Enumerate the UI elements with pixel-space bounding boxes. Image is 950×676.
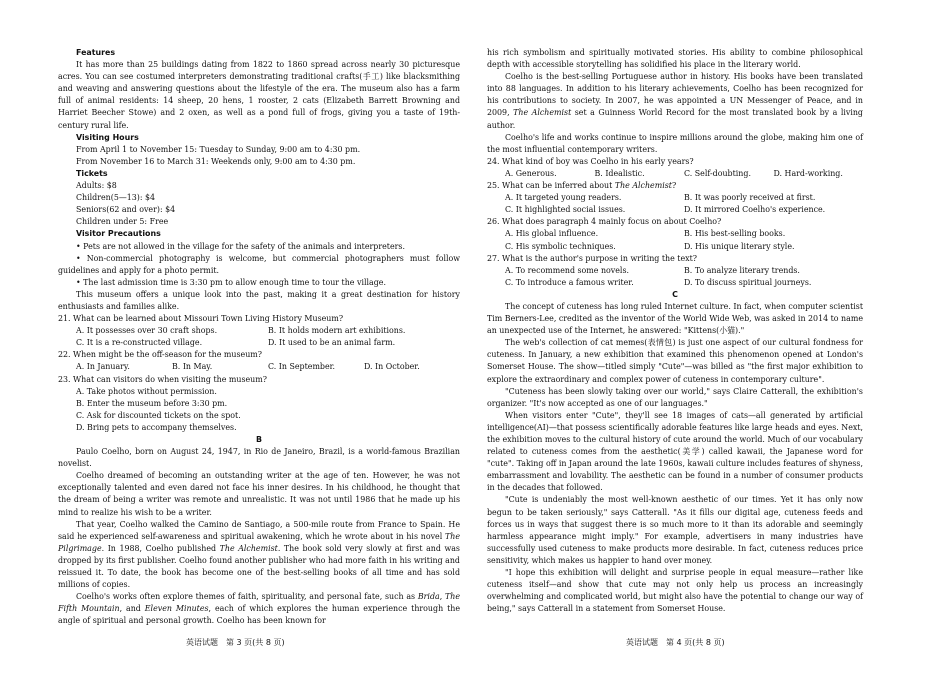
passage-b-paragraph-2: Coelho dreamed of becoming an outstanding writer at the age of ten. However, he was not exceptionally talented and even dared not face his inner desires. In his childhood, he thought that the dream of being a writer was remote and unrealistic. It was not until 1986 that he made up his mind to realize his wish to be a writer.	[58, 471, 460, 517]
q21-option-a: A. It possesses over 30 craft shops.	[76, 326, 218, 336]
passage-c-paragraph-2: The web's collection of cat memes(表情包) is just one aspect of our cultural fondness for cuteness. In January, a new exhibition that examined this phenomenon opened at London's Somerset House. The show—titled simply "Cute"—was billed as "the first major exhibition to explore the extraordinary and complex power of cuteness in contemporary culture".	[487, 338, 863, 384]
passage-c-paragraph-3: "Cuteness has been slowly taking over our world," says Claire Catterall, the exhibition's organizer. "It's now accepted as one of our languages."	[487, 386, 863, 408]
title-the-pilgrimage: The Pilgrimage	[58, 531, 460, 553]
q21-option-c: C. It is a re-constructed village.	[76, 338, 203, 348]
q23-option-a: A. Take photos without permission.	[76, 386, 217, 396]
question-21: 21. What can be learned about Missouri Town Living History Museum?	[58, 314, 344, 324]
precaution-2: • Non-commercial photography is welcome, but commercial photographers must follow guidelines and apply for a photo permit.	[58, 253, 460, 275]
q22-options	[58, 361, 460, 373]
title-the-alchemist-2: The Alchemist	[513, 108, 572, 118]
q21-option-b: B. It holds modern art exhibitions.	[268, 326, 406, 336]
ticket-under-5: Children under 5: Free	[76, 217, 169, 227]
right-column	[487, 47, 863, 615]
title-eleven-minutes: Eleven Minutes	[144, 604, 209, 614]
title-brida: Brida	[417, 592, 440, 602]
q24-options	[487, 168, 863, 180]
hours-line-1: From April 1 to November 15: Tuesday to Sunday, 9:00 am to 4:30 pm.	[76, 144, 361, 154]
title-the-alchemist: The Alchemist	[219, 543, 278, 553]
q25-options-row-2	[487, 204, 863, 216]
title-the-fifth-mountain: The Fifth Mountain	[58, 592, 460, 614]
q27-option-a: A. To recommend some novels.	[505, 265, 630, 275]
question-26: 26. What does paragraph 4 mainly focus on about Coelho?	[487, 217, 722, 227]
passage-b-paragraph-3: That year, Coelho walked the Camino de Santiago, a 500-mile route from France to Spain. He said he experienced self-awareness and spiritual awakening, which he wrote about in his novel The Pilgrimage. In 1988, Coelho published The Alchemist. The book sold very slowly at first and was dropped by its first publisher. Coelho found another publisher who had more faith in his writing and reissued it. To date, the book has become one of the best-selling books of all time and has sold millions of copies.	[58, 519, 460, 590]
question-27: 27. What is the author's purpose in writing the text?	[487, 253, 697, 263]
passage-b-paragraph-4: Coelho's works often explore themes of faith, spirituality, and personal fate, such as Brida, The Fifth Mountain, and Eleven Minutes, each of which explores the human experience through the angle of spiritual and personal growth. Coelho has been known for	[58, 592, 461, 626]
q26-option-b: B. His best-selling books.	[684, 229, 786, 239]
q26-options-row-2	[487, 241, 863, 253]
question-25: 25. What can be inferred about The Alchemist?	[487, 181, 677, 191]
q22-option-b: B. In May.	[172, 362, 213, 372]
features-heading: Features	[76, 48, 116, 57]
precaution-1: • Pets are not allowed in the village for the safety of the animals and interpreters.	[76, 241, 405, 251]
passage-b-paragraph-6: Coelho's life and works continue to inspire millions around the globe, making him one of the most influential contemporary writers.	[487, 132, 863, 154]
q27-options-row-1	[487, 265, 863, 277]
q27-option-d: D. To discuss spiritual journeys.	[684, 277, 812, 287]
q21-option-d: D. It used to be an animal farm.	[268, 338, 396, 348]
question-24: 24. What kind of boy was Coelho in his early years?	[487, 156, 694, 166]
q26-option-c: C. His symbolic techniques.	[505, 241, 616, 251]
tickets-heading: Tickets	[76, 168, 108, 178]
q24-option-b: B. Idealistic.	[594, 168, 645, 178]
q24-option-a: A. Generous.	[505, 168, 557, 178]
q24-option-d: D. Hard-working.	[773, 168, 843, 178]
ticket-children: Children(5—13): $4	[76, 193, 156, 203]
q23-option-b: B. Enter the museum before 3:30 pm.	[76, 398, 228, 408]
q21-options-row-1	[58, 325, 460, 337]
q25-option-b: B. It was poorly received at first.	[684, 193, 816, 203]
section-b-heading: B	[255, 435, 262, 444]
ticket-seniors: Seniors(62 and over): $4	[76, 205, 176, 215]
q26-option-a: A. His global influence.	[505, 229, 599, 239]
q27-options-row-2	[487, 277, 863, 289]
ticket-adults: Adults: $8	[76, 181, 117, 191]
footer-page-4: 英语试题 第 4 页(共 8 页)	[626, 638, 725, 647]
q25-option-c: C. It highlighted social issues.	[505, 205, 626, 215]
features-paragraph: It has more than 25 buildings dating from 1822 to 1860 spread across nearly 30 picturesque acres. You can see costumed interpreters demonstrating traditional crafts(手工) like blacksmithing and weaving and answering questions about the lifestyle of the era. The museum also has a farm full of animal residents: 14 sheep, 20 hens, 1 rooster, 2 cats (Elizabeth Barrett Browning and Harriet Beecher Stowe) and 2 oxen, as well as a pond full of frogs, giving you a taste of 19th-century rural life.	[58, 60, 460, 130]
q22-option-c: C. In September.	[268, 362, 336, 372]
q26-options-row-1	[487, 228, 863, 240]
visiting-hours-heading: Visiting Hours	[76, 132, 139, 142]
question-22: 22. When might be the off-season for the museum?	[58, 350, 263, 360]
q23-option-c: C. Ask for discounted tickets on the spot.	[76, 410, 241, 420]
hours-line-2: From November 16 to March 31: Weekends only, 9:00 am to 4:30 pm.	[76, 156, 356, 166]
passage-b-paragraph-5: Coelho is the best-selling Portuguese author in history. His books have been translated into 88 languages. In addition to his literary achievements, Coelho has been recognized for his contributions to society. In 2007, he was appointed a UN Messenger of Peace, and in 2009, The Alchemist set a Guinness World Record for the most translated book by a living author.	[487, 72, 863, 130]
passage-c-paragraph-4: When visitors enter "Cute", they'll see 18 images of cats—all generated by artificial intelligence(AI)—that possess scientifically adorable features like large heads and eyes. Next, the exhibition moves to the cultural history of cute around the world. Much of our vocabulary related to cuteness comes from the aesthetic(美学) called kawaii, the Japanese word for "cute". Taking off in Japan around the late 1960s, kawaii culture includes features of shyness, embarrassment and lovability. The aesthetic can be found in a number of consumer products in the decades that followed.	[487, 410, 863, 493]
question-23: 23. What can visitors do when visiting the museum?	[58, 374, 267, 384]
footer-page-3: 英语试题 第 3 页(共 8 页)	[186, 638, 285, 647]
q21-options-row-2	[58, 337, 460, 349]
q25-option-d: D. It mirrored Coelho's experience.	[684, 205, 826, 215]
q25-options-row-1	[487, 192, 863, 204]
q27-option-c: C. To introduce a famous writer.	[505, 277, 634, 287]
q22-option-a: A. In January.	[76, 362, 130, 372]
passage-c-paragraph-5: "Cute is undeniably the most well-known aesthetic of our times. Yet it has only now begun to be taken seriously," says Catterall. "As it fills our digital age, cuteness feeds and forces us in ways that suggest there is so much more to it than its adorable and seemingly harmless appearance might imply." For example, advertisers in many industries have successfully used cuteness to make products more desirable. In fact, cuteness reduces price sensitivity, which makes us happier to hand over money.	[487, 495, 863, 565]
q24-option-c: C. Self-doubting.	[684, 168, 751, 178]
passage-c-paragraph-6: "I hope this exhibition will delight and surprise people in equal measure—rather like cuteness itself—and show that cute may not only help us process an increasingly overwhelming and complicated world, but might also have the potential to change our way of being," says Catterall in a statement from Somerset House.	[487, 568, 863, 614]
closing-paragraph: This museum offers a unique look into the past, making it a great destination for history enthusiasts and families alike.	[58, 289, 460, 311]
q26-option-d: D. His unique literary style.	[684, 241, 795, 251]
precautions-heading: Visitor Precautions	[76, 229, 161, 239]
passage-b-paragraph-1: Paulo Coelho, born on August 24, 1947, in Rio de Janeiro, Brazil, is a world-famous Brazilian novelist.	[58, 447, 460, 469]
q22-option-d: D. In October.	[364, 362, 420, 372]
passage-c-paragraph-1: The concept of cuteness has long ruled Internet culture. In fact, when computer scientist Tim Berners-Lee, credited as the inventor of the World Wide Web, was asked in 2014 to name an unexpected use of the Internet, he answered: "Kittens(小猫)."	[487, 301, 863, 336]
q27-option-b: B. To analyze literary trends.	[684, 265, 800, 275]
q23-option-d: D. Bring pets to accompany themselves.	[76, 422, 237, 432]
q25-option-a: A. It targeted young readers.	[505, 193, 622, 203]
precaution-3: • The last admission time is 3:30 pm to allow enough time to tour the village.	[76, 277, 386, 287]
section-c-heading: C	[672, 289, 678, 299]
passage-b-continued: his rich symbolism and spiritually motivated stories. His ability to combine philosophical depth with accessible storytelling has solidified his place in the literary world.	[487, 48, 863, 70]
left-column	[58, 47, 460, 628]
